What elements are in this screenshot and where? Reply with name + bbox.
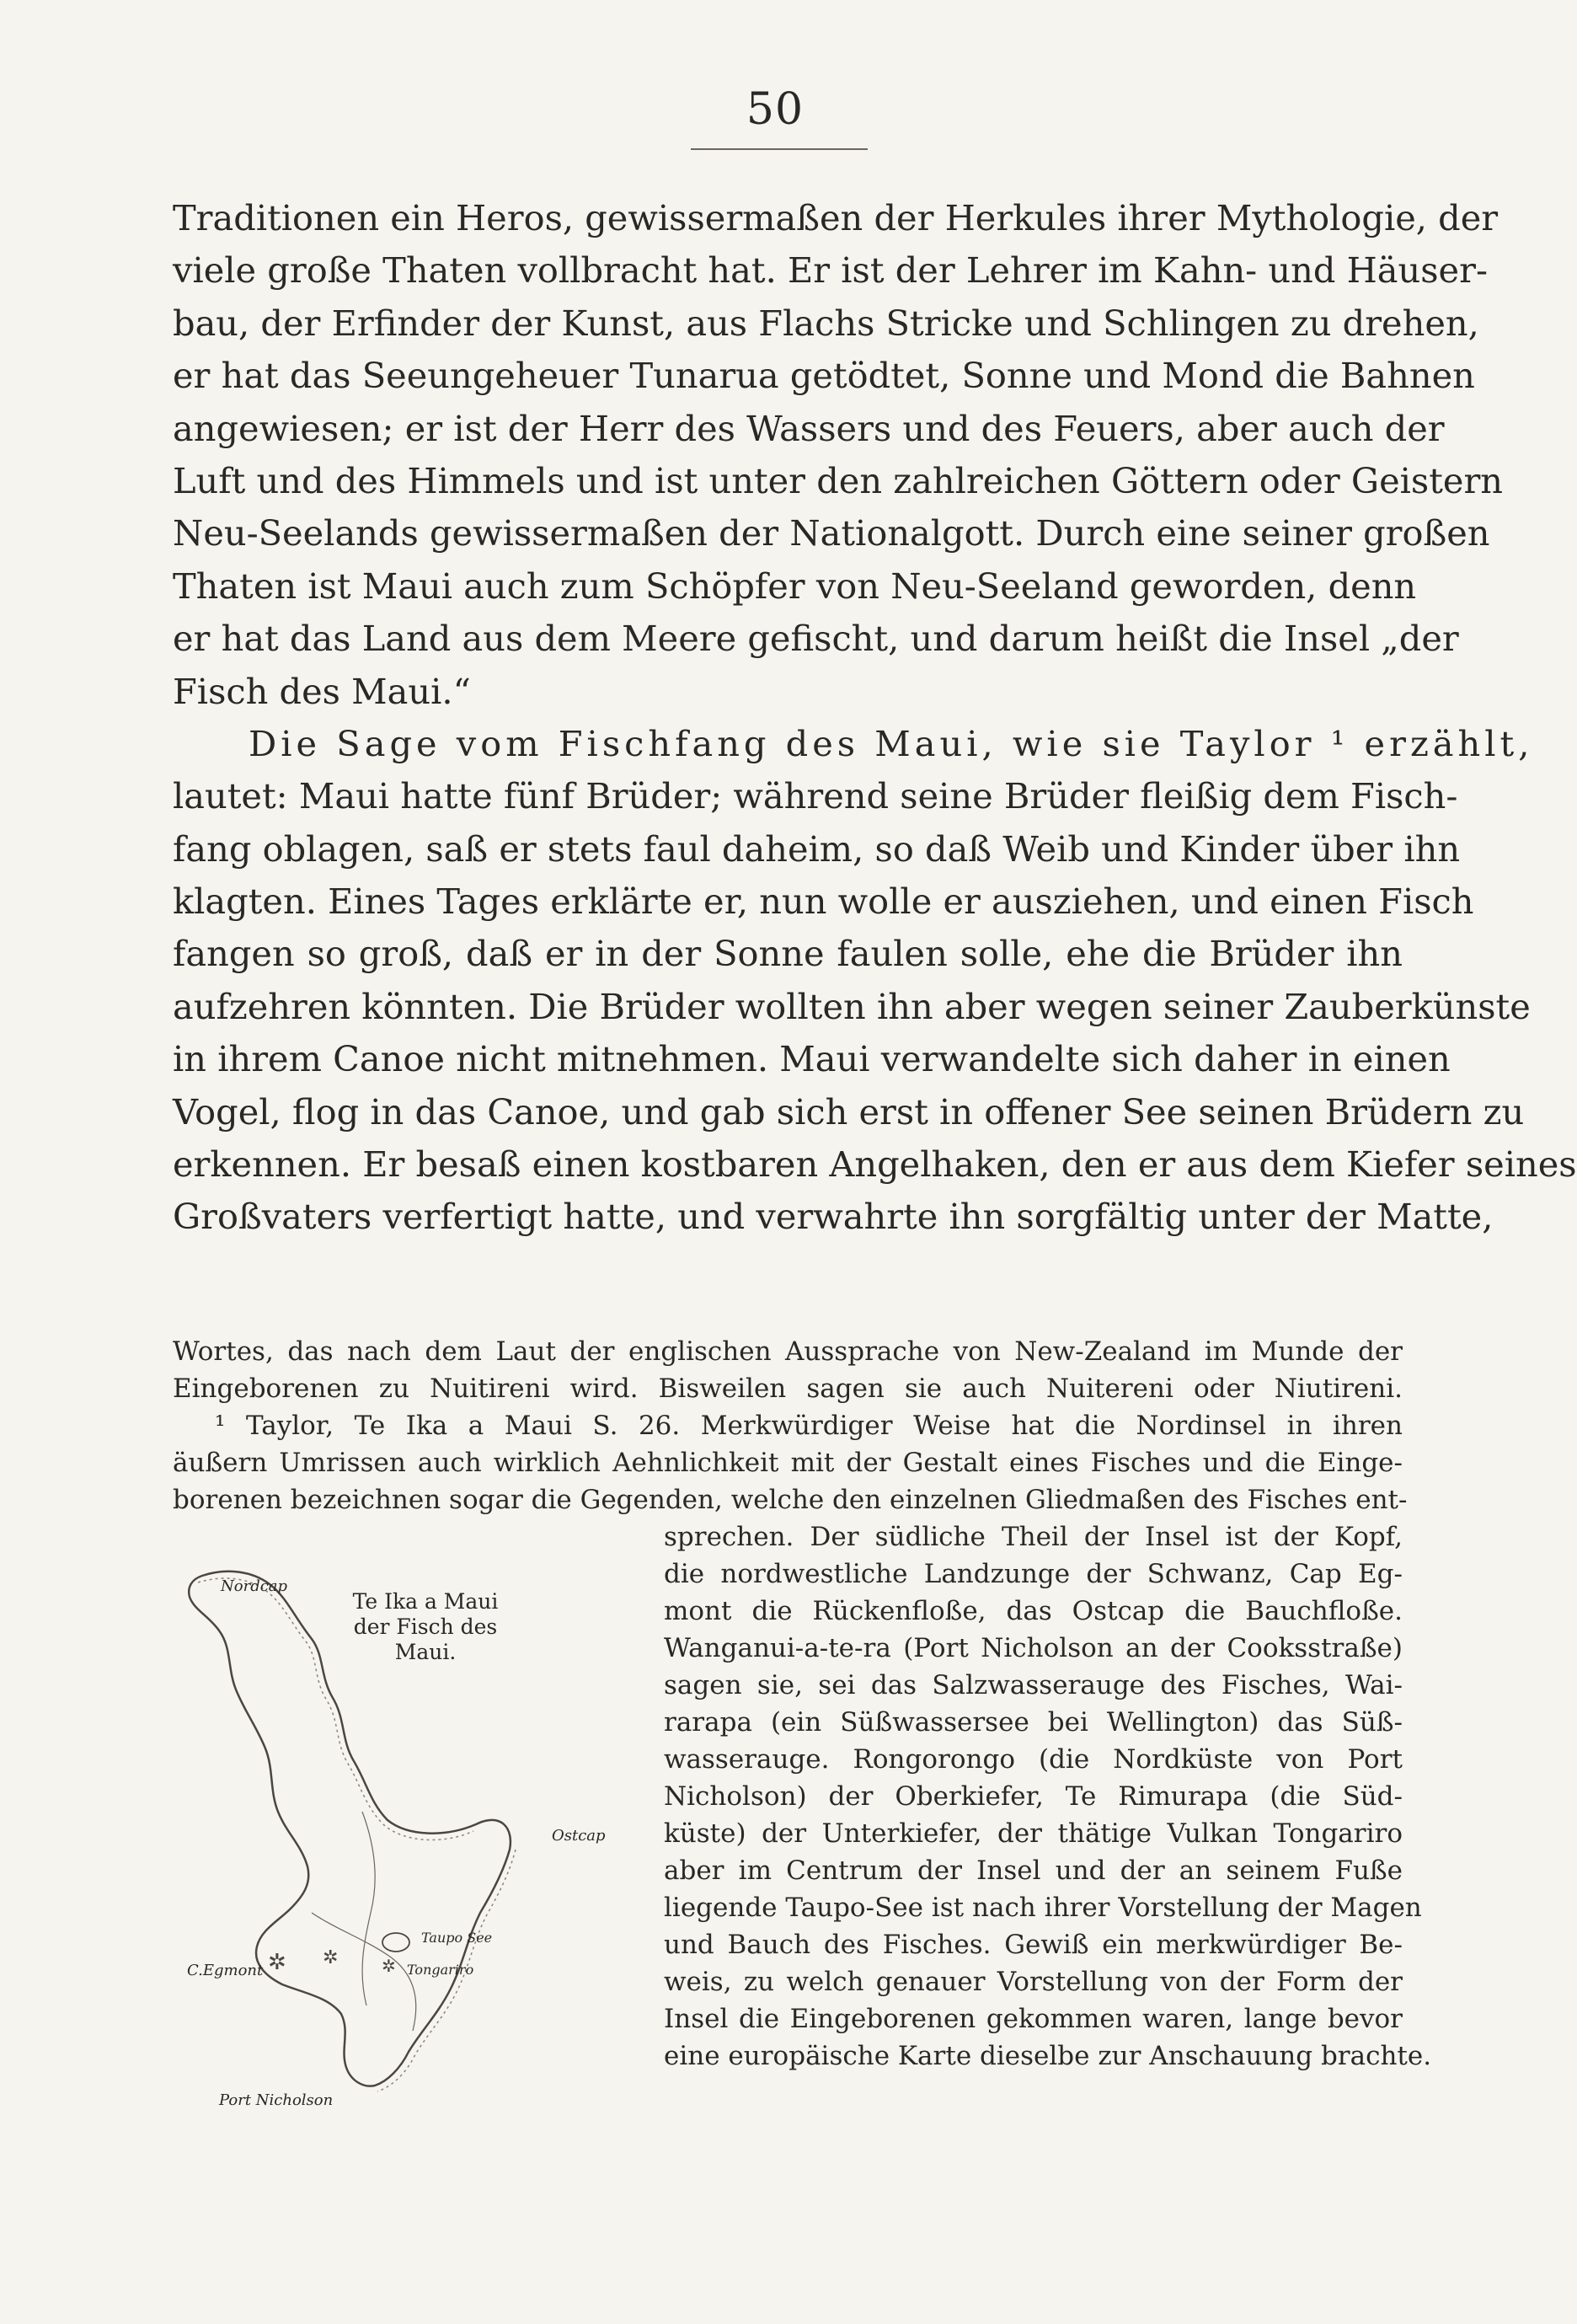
body-line: er hat das Seeungeheuer Tunarua getödtet, Sonne und Mond die Bahnen — [173, 355, 1475, 397]
body-line: viele große Thaten vollbracht hat. Er ist der Lehrer im Kahn- und Häuser- — [173, 249, 1488, 292]
footnote-line: Wortes, das nach dem Laut der englischen Aussprache von New-Zealand im Munde der — [173, 1336, 1403, 1367]
page-number: 50 — [746, 84, 805, 135]
body-text — [173, 192, 1577, 1244]
footnote-line: Eingeborenen zu Nuitireni wird. Bisweilen sagen sie auch Nuitereni oder Niutireni. — [173, 1374, 1403, 1404]
body-line: Neu-Seelands gewissermaßen der Nationalgott. Durch eine seiner großen — [173, 512, 1490, 554]
footnote-line: die nordwestliche Landzunge der Schwanz, Cap Eg- — [664, 1559, 1403, 1589]
map-title-line: Te Ika a Maui — [352, 1589, 499, 1614]
footnote-line: mont die Rückenfloße, das Ostcap die Bauchfloße. — [664, 1596, 1403, 1626]
footnote-line: äußern Umrissen auch wirklich Aehnlichkeit mit der Gestalt eines Fisches und die Einge- — [173, 1448, 1403, 1478]
body-line: klagten. Eines Tages erklärte er, nun wolle er ausziehen, und einen Fisch — [173, 881, 1474, 923]
body-line: Thaten ist Maui auch zum Schöpfer von Neu-Seeland geworden, denn — [173, 565, 1417, 607]
label-egmont: C.Egmont — [187, 1962, 264, 1979]
footnote-line: liegende Taupo-See ist nach ihrer Vorstellung der Magen — [664, 1893, 1422, 1923]
footnote-line: borenen bezeichnen sogar die Gegenden, welche den einzelnen Gliedmaßen des Fisches ent- — [173, 1485, 1408, 1515]
body-line: Vogel, flog in das Canoe, und gab sich erst in offener See seinen Brüdern zu — [173, 1090, 1525, 1133]
label-taupo: Taupo See — [421, 1930, 493, 1946]
footnote-line: weis, zu welch genauer Vorstellung von der Form der — [664, 1967, 1403, 1997]
north-island-map — [168, 1559, 640, 2123]
footnotes — [173, 1333, 1408, 1518]
footnote-line: sagen sie, sei das Salzwasserauge des Fisches, Wai- — [664, 1670, 1403, 1700]
footnote-line: küste) der Unterkiefer, der thätige Vulkan Tongariro — [664, 1818, 1403, 1849]
volcano-icon: ✲ — [268, 1950, 286, 1975]
footnote-line: Insel die Eingeborenen gekommen waren, lange bevor — [664, 2004, 1403, 2034]
taupo-lake — [382, 1933, 409, 1952]
body-line: lautet: Maui hatte fünf Brüder; während seine Brüder fleißig dem Fisch- — [173, 775, 1458, 817]
label-ostcap: Ostcap — [552, 1827, 606, 1845]
label-tongariro: Tongariro — [407, 1962, 474, 1978]
body-line: Die Sage vom Fischfang des Maui, wie sie Taylor ¹ erzählt, — [249, 722, 1534, 764]
label-nordcap: Nordcap — [221, 1577, 288, 1595]
body-line: er hat das Land aus dem Meere gefischt, und darum heißt die Insel „der — [173, 618, 1459, 660]
body-line: angewiesen; er ist der Herr des Wassers und des Feuers, aber auch der — [173, 407, 1445, 449]
volcano-icon: ✲ — [323, 1947, 339, 1968]
footnote-line: und Bauch des Fisches. Gewiß ein merkwürdiger Be- — [664, 1930, 1403, 1960]
body-line: aufzehren könnten. Die Brüder wollten ihn aber wegen seiner Zauberkünste — [173, 985, 1531, 1027]
footnote-line: eine europäische Karte dieselbe zur Anschauung brachte. — [664, 2041, 1432, 2071]
footnote-line: sprechen. Der südliche Theil der Insel ist der Kopf, — [664, 1522, 1403, 1552]
footnote-line: rarapa (ein Süßwassersee bei Wellington) das Süß- — [664, 1707, 1403, 1738]
map-subtitle-line: der Fisch des Maui. — [353, 1614, 498, 1664]
body-line: in ihrem Canoe nicht mitnehmen. Maui verwandelte sich daher in einen — [173, 1038, 1451, 1080]
map-title — [341, 1589, 510, 1665]
body-line: erkennen. Er besaß einen kostbaren Angelhaken, den er aus dem Kiefer seines — [173, 1143, 1577, 1186]
footnote-line: aber im Centrum der Insel und der an seinem Fuße — [664, 1855, 1403, 1886]
body-line: Fisch des Maui.“ — [173, 670, 471, 712]
body-line: bau, der Erfinder der Kunst, aus Flachs Stricke und Schlingen zu drehen, — [173, 302, 1479, 344]
footnote-line: Wanganui-a-te-ra (Port Nicholson an der Cooksstraße) — [664, 1633, 1403, 1663]
footnote-line: wasserauge. Rongorongo (die Nordküste von Port — [664, 1744, 1403, 1775]
volcano-icon: ✲ — [382, 1956, 396, 1976]
footnote-side-column — [664, 1518, 1432, 2075]
body-line: fang oblagen, saß er stets faul daheim, so daß Weib und Kinder über ihn — [173, 827, 1461, 870]
footnote-line: ¹ Taylor, Te Ika a Maui S. 26. Merkwürdiger Weise hat die Nordinsel in ihren — [215, 1411, 1403, 1441]
body-line: fangen so groß, daß er in der Sonne faulen solle, ehe die Brüder ihn — [173, 933, 1403, 975]
header-rule — [691, 148, 868, 150]
body-line: Traditionen ein Heros, gewissermaßen der Herkules ihrer Mythologie, der — [173, 197, 1499, 238]
footnote-line: Nicholson) der Oberkiefer, Te Rimurapa (die Süd- — [664, 1781, 1403, 1812]
body-line: Großvaters verfertigt hatte, und verwahrte ihn sorgfältig unter der Matte, — [173, 1196, 1494, 1238]
label-port-nicholson: Port Nicholson — [219, 2091, 334, 2109]
body-line: Luft und des Himmels und ist unter den zahlreichen Göttern oder Geistern — [173, 459, 1504, 501]
